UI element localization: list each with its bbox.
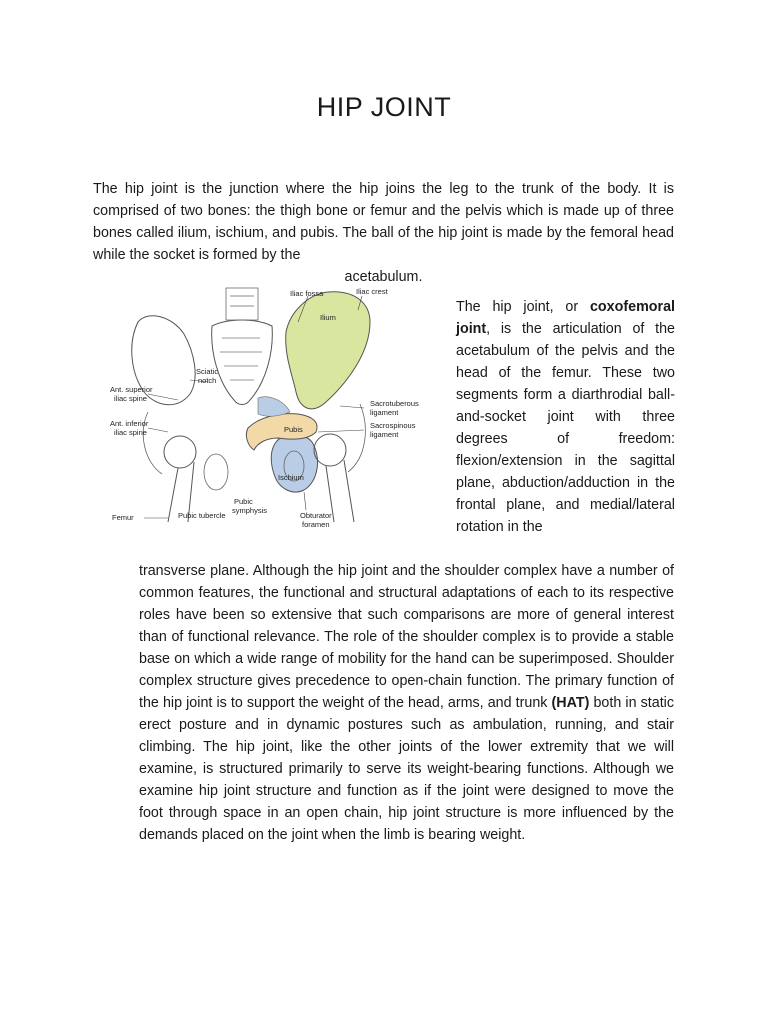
definition-lead: The hip joint, or	[456, 299, 590, 315]
label-sciatic: Sciatic	[196, 367, 219, 376]
label-ant-superior: Ant. superior	[110, 385, 153, 394]
label-foramen: foramen	[302, 520, 330, 529]
label-sacrospinous-2: ligament	[370, 430, 399, 439]
label-ilium: Ilium	[320, 313, 336, 322]
page-title: HIP JOINT	[316, 92, 452, 122]
label-pubic: Pubic	[234, 497, 253, 506]
comparison-paragraph	[139, 560, 674, 846]
label-femur: Femur	[112, 513, 134, 522]
label-sacrotuberous-2: ligament	[370, 408, 399, 417]
pelvis-anatomy-figure	[108, 282, 448, 544]
ilium-region	[286, 292, 370, 409]
label-obturator: Obturator	[300, 511, 332, 520]
label-sacrotuberous: Sacrotuberous	[370, 399, 419, 408]
sacrum	[212, 320, 273, 405]
comparison-text-1: transverse plane. Although the hip joint and the shoulder complex have a number of common features, the functional and structural adaptations of each to its respective roles have been so extensive that such comparisons are more of general interest than of functional relevance. The role of the shoulder complex is to provide a stable base on which a wide range of mobility for the hand can be superimposed. Shoulder complex structure gives precedence to open-chain function. The primary function of the hip joint is to support the weight of the head, arms, and trunk	[139, 563, 674, 711]
definition-paragraph	[456, 296, 675, 538]
label-iliac-fossa: Iliac fossa	[290, 289, 324, 298]
intro-text: The hip joint is the junction where the hip joins the leg to the trunk of the body. It is comprised of two bones: the thigh bone or femur and the pelvis which is made up of three bones called ilium, ischium, and pubis. The ball of the hip joint is made by the femoral head while the socket is formed by the	[93, 181, 674, 263]
term-coxofemoral: coxofemoral joint	[456, 299, 675, 337]
intro-last-line: acetabulum.	[344, 269, 423, 285]
label-sacrospinous: Sacrospinous	[370, 421, 416, 430]
label-ant-superior-2: iliac spine	[114, 394, 147, 403]
label-ant-inferior-2: iliac spine	[114, 428, 147, 437]
ischium-region	[271, 435, 317, 493]
comparison-text-2: both in static erect posture and in dynamic postures such as ambulation, running, and stair climbing. The hip joint, like the other joints of the lower extremity that we will examine, is structured primarily to serve its weight-bearing functions. Although we examine hip joint structure and function as if the joint were designed to move the foot through space in an open chain, hip joint structure is more influenced by the demands placed on the joint when the limb is bearing weight.	[139, 695, 674, 843]
label-notch: notch	[198, 376, 217, 385]
label-ischium: Ischium	[278, 473, 304, 482]
intro-paragraph	[93, 178, 674, 288]
label-iliac-crest: Iliac crest	[356, 287, 388, 296]
definition-rest: , is the articulation of the acetabulum of the pelvis and the head of the femur. These two segments form a diarthrodial ball-and-socket joint with three degrees of freedom: flexion/extension in the sagittal plane, abduction/adduction in the frontal plane, and medial/lateral rotation in the	[456, 321, 675, 535]
label-ant-inferior: Ant. inferior	[110, 419, 149, 428]
term-hat: (HAT)	[551, 695, 590, 711]
label-pubic-tubercle: Pubic tubercle	[178, 511, 226, 520]
label-pubis: Pubis	[284, 425, 303, 434]
label-symphysis: symphysis	[232, 506, 268, 515]
